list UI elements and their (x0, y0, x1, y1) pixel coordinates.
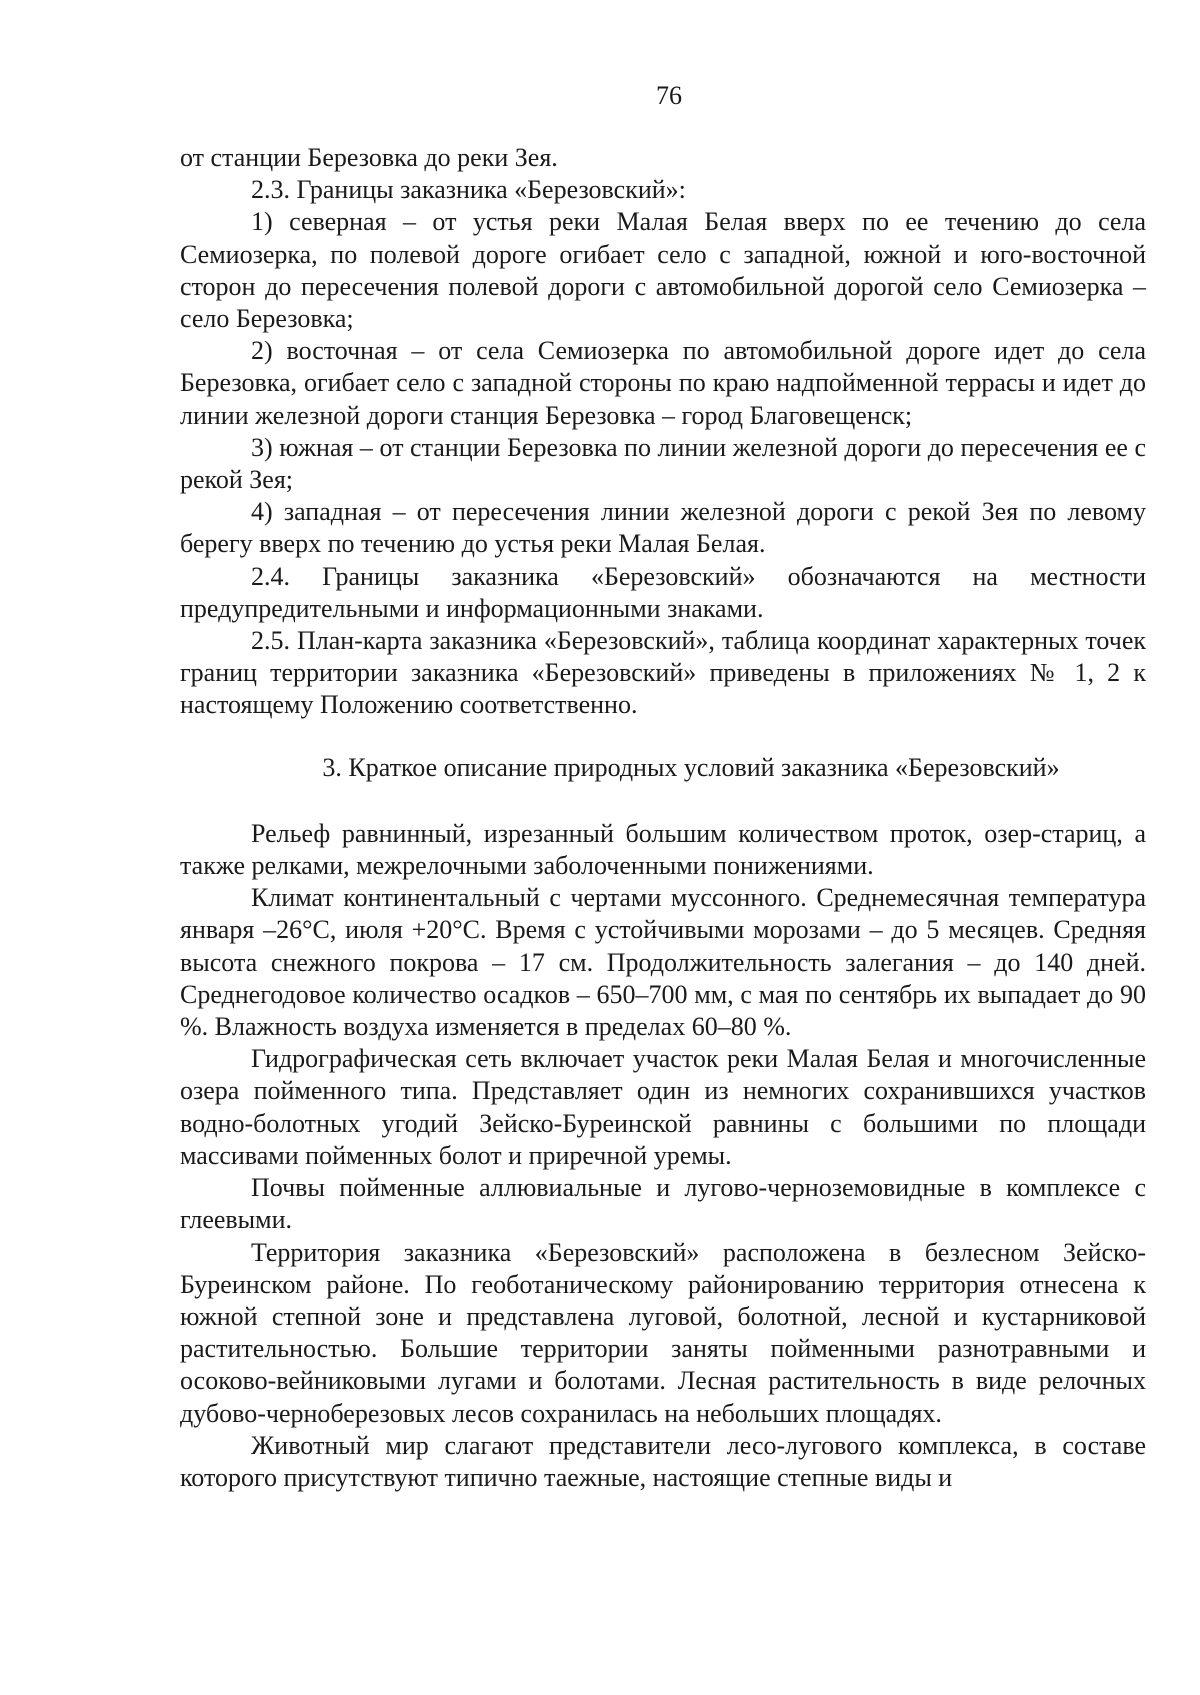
paragraph-north-boundary: 1) северная – от устья реки Малая Белая вверх по ее течению до села Семиозерка, по полевой дороге огибает село с западной, южной и юго-восточной сторон до пересечения полевой дороги с автомобильной дорогой село Семиозерка – село Березовка; (180, 207, 1146, 334)
paragraph-continuation: от станции Березовка до реки Зея. (180, 143, 558, 172)
section-heading: 3. Краткое описание природных условий заказника «Березовский» (322, 752, 1060, 782)
paragraph-climate: Климат континентальный с чертами муссонного. Среднемесячная температура января –26°C, июля +20°C. Время с устойчивыми морозами – до 5 месяцев. Средняя высота снежного покрова – 17 см. Продолжительность залегания – до 140 дней. Среднегодовое количество осадков – 650–700 мм, с мая по сентябрь их выпадает до 90 %. Влажность воздуха изменяется в пределах 60–80 %. (180, 883, 1146, 1042)
paragraph-vegetation: Территория заказника «Березовский» расположена в безлесном Зейско-Буреинском районе. По геоботаническому районированию территория отнесена к южной степной зоне и представлена луговой, болотной, лесной и кустарниковой растительностью. Большие территории заняты пойменными разнотравными и осоково-вейниковыми лугами и болотами. Лесная растительность в виде релочных дубово-черноберезовых лесов сохранилась на небольших площадях. (180, 1237, 1146, 1428)
paragraph-south-boundary: 3) южная – от станции Березовка по линии железной дороги до пересечения ее с рекой Зея; (180, 432, 1146, 495)
paragraph-plan-map: 2.5. План-карта заказника «Березовский», таблица координат характерных точек границ территории заказника «Березовский» приведены в приложениях № 1, 2 к настоящему Положению соответственно. (180, 626, 1146, 720)
boundaries-section (180, 142, 1146, 722)
document-body (180, 142, 1146, 1494)
paragraph-fauna: Животный мир слагают представители лесо-лугового комплекса, в составе которого присутствуют типично таежные, настоящие степные виды и (180, 1430, 1146, 1492)
paragraph-boundary-signs: 2.4. Границы заказника «Березовский» обозначаются на местности предупредительными и информационными знаками. (180, 561, 1146, 623)
paragraph-boundaries-heading: 2.3. Границы заказника «Березовский»: (251, 175, 686, 205)
paragraph-west-boundary: 4) западная – от пересечения линии железной дороги с рекой Зея по левому берегу вверх по течению до устья реки Малая Белая. (180, 497, 1146, 559)
paragraph-relief: Рельеф равнинный, изрезанный большим количеством проток, озер-стариц, а также релками, межрелочными заболоченными понижениями. (180, 818, 1146, 881)
paragraph-east-boundary: 2) восточная – от села Семиозерка по автомобильной дороге идет до села Березовка, огибает село с западной стороны по краю надпойменной террасы и идет до линии железной дороги станция Березовка – город Благовещенск; (180, 336, 1146, 430)
page-number: 76 (656, 81, 682, 110)
natural-conditions-section (180, 818, 1146, 1494)
paragraph-soils: Почвы пойменные аллювиальные и лугово-черноземовидные в комплексе с глеевыми. (180, 1173, 1146, 1235)
paragraph-hydrography: Гидрографическая сеть включает участок реки Малая Белая и многочисленные озера пойменного типа. Представляет один из немногих сохранившихся участков водно-болотных угодий Зейско-Буреинской равнины с большими по площади массивами пойменных болот и приречной уремы. (180, 1044, 1146, 1170)
